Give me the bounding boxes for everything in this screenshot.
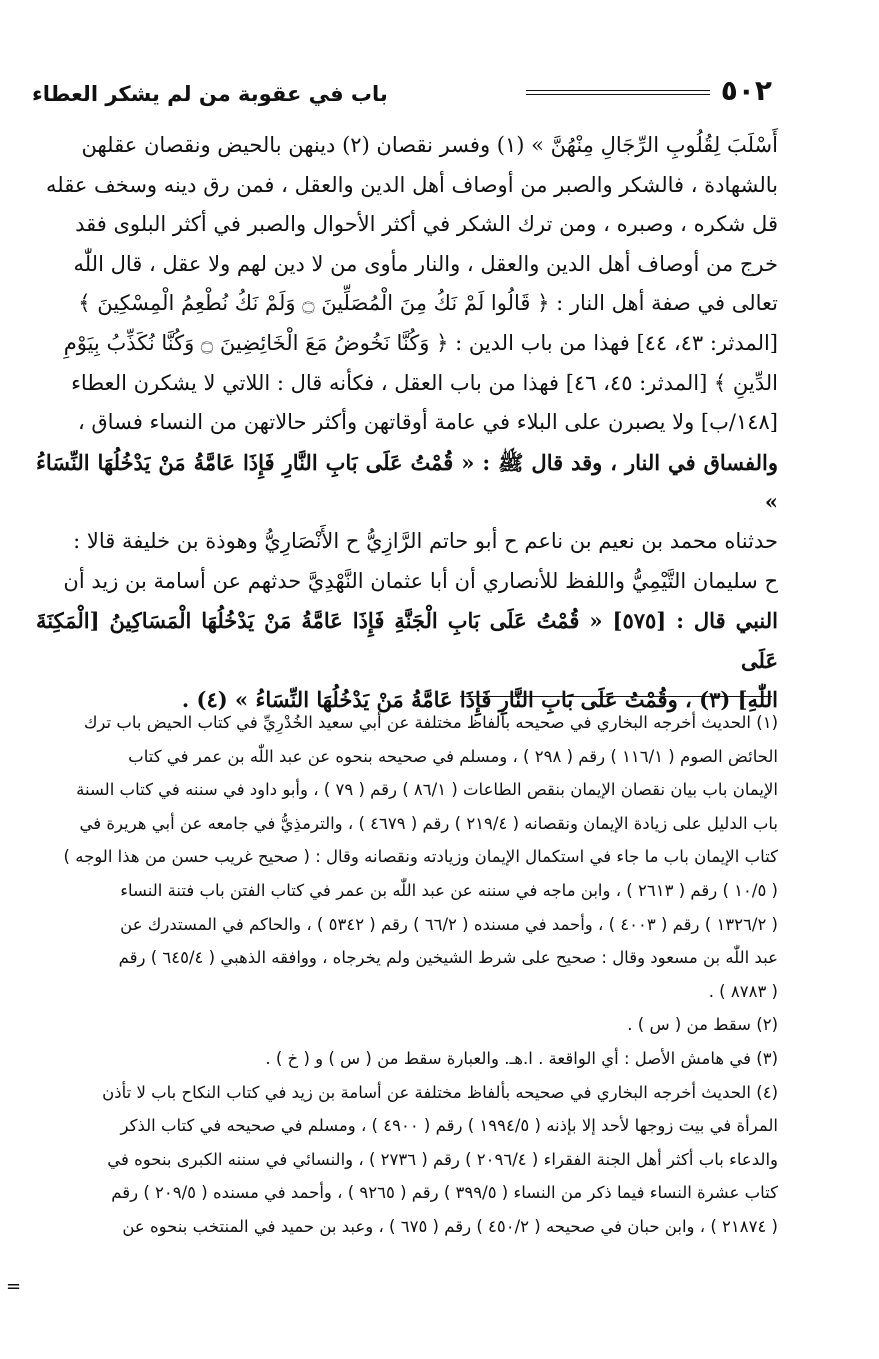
text-line: بالشهادة ، فالشكر والصبر من أوصاف أهل الدين والعقل ، فمن رق دينه وسخف عقله	[45, 172, 778, 197]
hadith-line: النبي قال : [٥٧٥] « قُمْتُ عَلَى بَابِ الْجَنَّةِ فَإِذَا عَامَّةُ مَنْ يَدْخُلُهَا الْمَسَاكِينُ [الْمَكِنَةَ عَلَى	[36, 608, 778, 673]
footnote-line: ( ٢١٨٧٤ ) ، وابن حبان في صحيحه ( ٤٥٠/٢ ) رقم ( ٦٧٥ ) ، وعبد بن حميد في المنتخب بنحوه عن	[122, 1216, 778, 1236]
footnote-line: ( ١٣٢٦/٢ ) رقم ( ٤٠٠٣ ) ، وأحمد في مسنده ( ٦٦/٢ ) رقم ( ٥٣٤٢ ) ، والحاكم في المستدرك عن	[120, 914, 778, 934]
text-line: حدثناه محمد بن نعيم بن ناعم ح أبو حاتم الرَّازِيُّ ح الأَنْصَارِيُّ وهوذة بن خليفة قالا :	[73, 528, 778, 553]
footnote-line: (٣) في هامش الأصل : أي الواقعة . ا.هـ. والعبارة سقط من ( س ) و ( خ ) .	[265, 1048, 778, 1068]
text-line: الدِّينِ ﴾ [المدثر: ٤٥، ٤٦] فهذا من باب العقل ، فكأنه قال : اللاتي لا يشكرن العطاء	[71, 370, 778, 395]
footnote-line: عبد اللّٰه بن مسعود وقال : صحيح على شرط الشيخين ولم يخرجاه ، ووافقه الذهبي ( ٦٤٥/٤ ) رقم	[118, 948, 778, 968]
text-line: تعالى في صفة أهل النار : ﴿ قَالُوا لَمْ نَكُ مِنَ الْمُصَلِّينَ ۝ وَلَمْ نَكُ نُطْعِمُ الْمِسْكِينَ ﴾	[78, 291, 778, 316]
running-title: باب في عقوبة من لم يشكر العطاء	[32, 82, 388, 106]
text-line: قل شكره ، وصبره ، ومن ترك الشكر في أكثر الأحوال والصبر في أكثر البلوى فقد	[75, 212, 778, 237]
main-text	[36, 126, 778, 720]
footnote-line: كتاب عشرة النساء فيما ذكر من النساء ( ٣٩٩/٥ ) رقم ( ٩٢٦٥ ) ، وأحمد في مسنده ( ٢٠٩/٥ ) رقم	[111, 1183, 778, 1203]
text-line: أَسْلَبَ لِقُلُوبِ الرِّجَالِ مِنْهُنَّ » (١) وفسر نقصان (٢) دينهن بالحيض ونقصان عقلهن	[81, 133, 778, 157]
footnote-line: (٢) سقط من ( س ) .	[627, 1015, 778, 1035]
footnote-line: المرأة في بيت زوجها لأحد إلا بإذنه ( ١٩٩٤/٥ ) رقم ( ٤٩٠٠ ) ، ومسلم في صحيحه في كتاب الذكر	[120, 1116, 778, 1136]
text-line: [المدثر: ٤٣، ٤٤] فهذا من باب الدين : ﴿ وَكُنَّا نَخُوضُ مَعَ الْخَائِضِينَ ۝ وَكُنَّا نُكَذِّبُ بِيَوْمِ	[63, 330, 778, 355]
text-line: خرج من أوصاف أهل الدين والعقل ، والنار مأوى من لا دين لهم ولا عقل ، قال اللّٰه	[73, 251, 778, 276]
page-number: ٥٠٢	[720, 74, 772, 107]
text-line: [١٤٨/ب] ولا يصبرن على البلاء في عامة أوقاتهن وأكثر حالاتهن من النساء فساق ،	[77, 410, 778, 435]
footnote-line: ( ١٠/٥ ) رقم ( ٢٦١٣ ) ، وابن ماجه في سننه عن عبد اللّٰه بن عمر في كتاب الفتن باب فتنة النساء	[120, 880, 778, 900]
footnotes	[36, 706, 778, 1244]
footnote-line: الإيمان باب بيان نقصان الإيمان بنقص الطاعات ( ٨٦/١ ) رقم ( ٧٩ ) ، وأبو داود في سننه في كتاب السنة	[76, 780, 778, 800]
footnote-line: (٤) الحديث أخرجه البخاري في صحيحه بألفاظ مختلفة عن أسامة بن زيد في كتاب النكاح باب لا تأذن	[102, 1082, 778, 1102]
hadith-line: اللّٰهِ] (٣) ، وقُمْتُ عَلَى بَابِ النَّارِ فَإِذَا عَامَّةُ مَنْ يَدْخُلُهَا النِّسَاءُ » (٤) .	[181, 687, 778, 713]
footnote-line: (١) الحديث أخرجه البخاري في صحيحه بألفاظ مختلفة عن أبي سعيد الخُدْرِيِّ في كتاب الحيض باب ترك	[83, 713, 778, 732]
continuation-mark: =	[6, 1276, 22, 1297]
footnote-line: ( ٨٧٨٣ ) .	[708, 981, 778, 1001]
text-line: ح سليمان التَّيْمِيُّ واللفظ للأنصاري أن أبا عثمان النَّهْدِيَّ حدثهم عن أسامة بن زيد أن	[63, 568, 778, 593]
footnote-line: الحائض الصوم ( ١١٦/١ ) رقم ( ٢٩٨ ) ، ومسلم في صحيحه بنحوه عن عبد اللّٰه بن عمر في كتاب	[128, 746, 778, 766]
page-header	[32, 74, 772, 114]
header-rule	[526, 90, 710, 95]
footnote-separator	[460, 696, 772, 697]
footnote-line: والدعاء باب أكثر أهل الجنة الفقراء ( ٢٠٩٦/٤ ) رقم ( ٢٧٣٦ ) ، والنسائي في سننه الكبرى بنحوه في	[107, 1149, 778, 1169]
footnote-line: كتاب الإيمان باب ما جاء في استكمال الإيمان وزيادته ونقصانه وقال : ( صحيح غريب حسن من هذا الوجه )	[63, 847, 778, 867]
footnote-line: باب الدليل على زيادة الإيمان ونقصانه ( ٢١٩/٤ ) رقم ( ٤٦٧٩ ) ، والترمذِيُّ في جامعه عن أبي هريرة في	[79, 813, 778, 833]
hadith-line: والفساق في النار ، وقد قال ﷺ : « قُمْتُ عَلَى بَابِ النَّارِ فَإِذَا عَامَّةُ مَنْ يَدْخُلُهَا النِّسَاءُ »	[36, 449, 778, 515]
